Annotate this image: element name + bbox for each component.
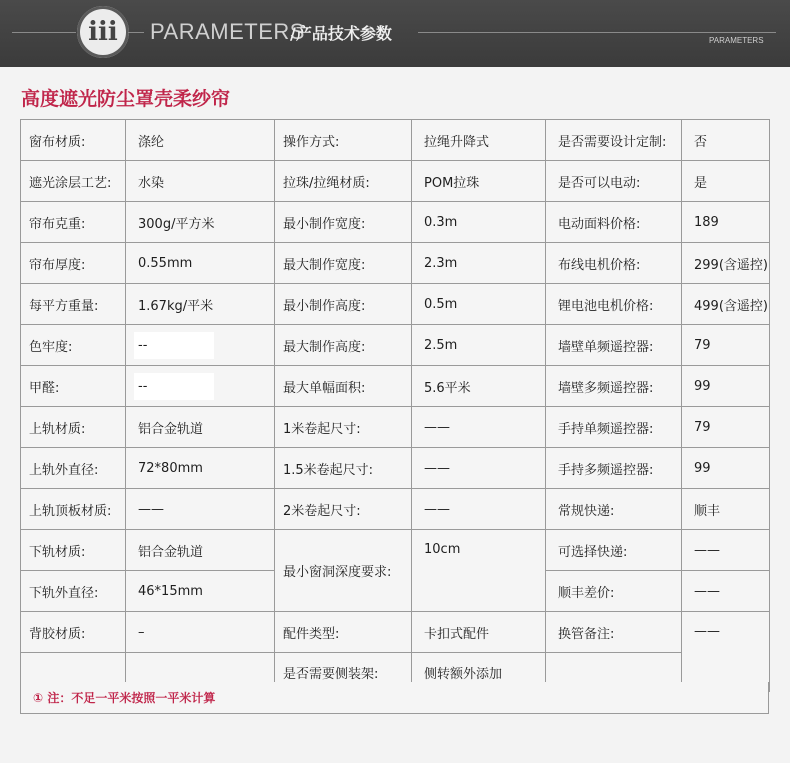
- spec-label: 拉珠/拉绳材质:: [275, 161, 412, 202]
- footnote: ① 注：不足一平米按照一平米计算: [20, 682, 769, 714]
- table-row: [21, 448, 770, 489]
- spec-value: 0.55mm: [126, 243, 275, 284]
- spec-value: 2.5m: [412, 325, 546, 366]
- spec-label: 是否需要侧装架:: [275, 653, 412, 692]
- spec-value: 否: [682, 120, 770, 161]
- product-title: 高度遮光防尘罩壳柔纱帘: [21, 88, 231, 110]
- spec-label: 最小制作宽度:: [275, 202, 412, 243]
- spec-value: 79: [682, 325, 770, 366]
- spec-label: 锂电池电机价格:: [546, 284, 682, 325]
- spec-label: 背胶材质:: [21, 612, 126, 653]
- spec-value: 2.3m: [412, 243, 546, 284]
- spec-value: ——: [682, 612, 770, 692]
- table-row: [21, 202, 770, 243]
- spec-label: 1米卷起尺寸:: [275, 407, 412, 448]
- spec-label: 换管备注:: [546, 612, 682, 653]
- spec-label: 最大制作宽度:: [275, 243, 412, 284]
- spec-label: 墙壁多频遥控器:: [546, 366, 682, 407]
- spec-label: 可选择快递:: [546, 530, 682, 571]
- spec-table: [20, 119, 770, 692]
- spec-value: 拉绳升降式: [412, 120, 546, 161]
- section-tag: PARAMETERS: [709, 36, 764, 45]
- spec-label: 甲醛:: [21, 366, 126, 407]
- spec-label: 最小制作高度:: [275, 284, 412, 325]
- spec-label: 帘布厚度:: [21, 243, 126, 284]
- spec-value: ——: [682, 530, 770, 571]
- spec-label: 布线电机价格:: [546, 243, 682, 284]
- section-title-en: PARAMETERS: [150, 19, 305, 44]
- spec-value: 99: [682, 366, 770, 407]
- divider-line: [128, 32, 144, 33]
- spec-label: 1.5米卷起尺寸:: [275, 448, 412, 489]
- table-row: [21, 407, 770, 448]
- spec-value: POM拉珠: [412, 161, 546, 202]
- spec-value: ——: [126, 489, 275, 530]
- spec-label: 电动面料价格:: [546, 202, 682, 243]
- spec-value: --: [134, 332, 214, 359]
- spec-value: ——: [412, 489, 546, 530]
- table-row: [21, 612, 770, 653]
- badge-text: iii: [88, 17, 118, 47]
- spec-label: 2米卷起尺寸:: [275, 489, 412, 530]
- spec-value-cell: [126, 325, 275, 366]
- section-badge-icon: [77, 6, 129, 58]
- spec-value: 99: [682, 448, 770, 489]
- spec-value: 46*15mm: [126, 571, 275, 612]
- spec-value: 79: [682, 407, 770, 448]
- spec-value: 卡扣式配件: [412, 612, 546, 653]
- table-row: [21, 284, 770, 325]
- spec-value-cell: [126, 366, 275, 407]
- spec-label: 最小窗洞深度要求:: [275, 530, 412, 612]
- spec-label: 墙壁单频遥控器:: [546, 325, 682, 366]
- header-banner: [0, 0, 790, 67]
- table-row: [21, 530, 770, 571]
- spec-label: 上轨顶板材质:: [21, 489, 126, 530]
- spec-label: 是否需要设计定制:: [546, 120, 682, 161]
- spec-value: 499(含遥控): [682, 284, 770, 325]
- spec-label: 窗布材质:: [21, 120, 126, 161]
- spec-value: 0.3m: [412, 202, 546, 243]
- table-row: [21, 161, 770, 202]
- table-row: [21, 489, 770, 530]
- table-row: [21, 243, 770, 284]
- spec-value: 1.67kg/平米: [126, 284, 275, 325]
- spec-label: 顺丰差价:: [546, 571, 682, 612]
- spec-value: 72*80mm: [126, 448, 275, 489]
- spec-value: 是: [682, 161, 770, 202]
- spec-label: 操作方式:: [275, 120, 412, 161]
- spec-label: 是否可以电动:: [546, 161, 682, 202]
- divider-line: [12, 32, 76, 33]
- spec-value: –: [126, 612, 275, 653]
- spec-value: 0.5m: [412, 284, 546, 325]
- spec-value: 顺丰: [682, 489, 770, 530]
- spec-label: 最大制作高度:: [275, 325, 412, 366]
- spec-label: 上轨外直径:: [21, 448, 126, 489]
- spec-value: 189: [682, 202, 770, 243]
- spec-value: 10cm: [412, 530, 546, 612]
- spec-label: 遮光涂层工艺:: [21, 161, 126, 202]
- spec-label: 最大单幅面积:: [275, 366, 412, 407]
- spec-value: 侧转额外添加: [412, 653, 546, 692]
- spec-label: 手持多频遥控器:: [546, 448, 682, 489]
- spec-value: --: [134, 373, 214, 400]
- spec-value: 铝合金轨道: [126, 407, 275, 448]
- spec-value: ——: [412, 448, 546, 489]
- spec-value: 299(含遥控): [682, 243, 770, 284]
- table-row: [21, 325, 770, 366]
- spec-value: 5.6平米: [412, 366, 546, 407]
- spec-label: 帘布克重:: [21, 202, 126, 243]
- spec-value: ——: [682, 571, 770, 612]
- spec-value: 300g/平方米: [126, 202, 275, 243]
- table-row: [21, 120, 770, 161]
- spec-label: 每平方重量:: [21, 284, 126, 325]
- spec-label: 色牢度:: [21, 325, 126, 366]
- section-title-cn: /产品技术参数: [290, 24, 392, 43]
- spec-label: 常规快递:: [546, 489, 682, 530]
- spec-label: 下轨外直径:: [21, 571, 126, 612]
- spec-value: 铝合金轨道: [126, 530, 275, 571]
- spec-label: 下轨材质:: [21, 530, 126, 571]
- spec-label: 手持单频遥控器:: [546, 407, 682, 448]
- spec-label: 配件类型:: [275, 612, 412, 653]
- spec-value: ——: [412, 407, 546, 448]
- table-row: [21, 366, 770, 407]
- spec-value: 涤纶: [126, 120, 275, 161]
- divider-line: [418, 32, 776, 33]
- spec-label: 上轨材质:: [21, 407, 126, 448]
- spec-value: 水染: [126, 161, 275, 202]
